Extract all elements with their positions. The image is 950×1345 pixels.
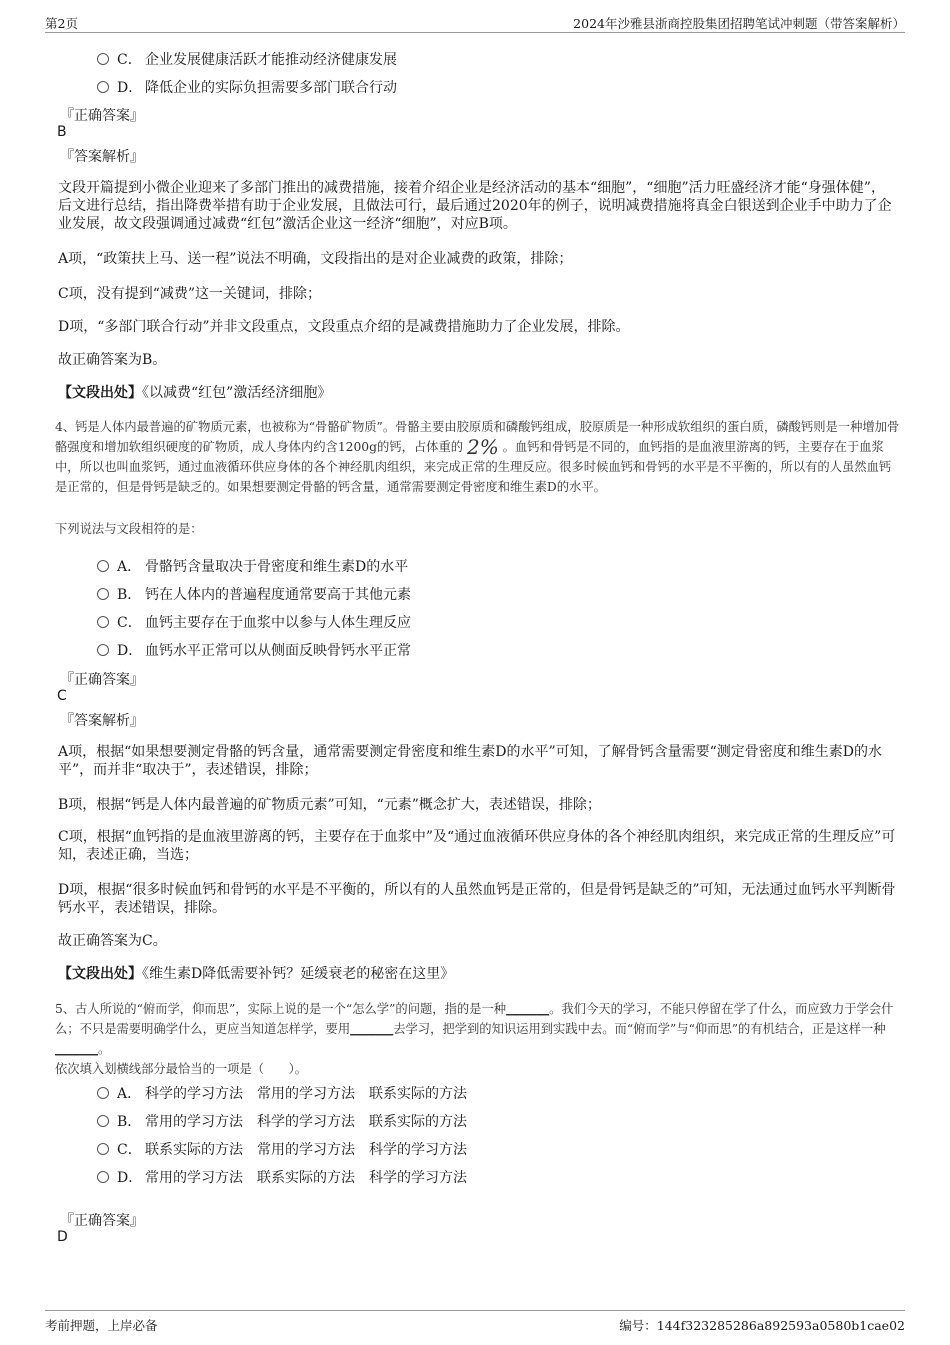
document-id: 编号：144f323285286a892593a0580b1cae02 [619,1318,905,1333]
fill-blank: _______ [506,1002,550,1016]
q3-option-d[interactable]: D． 降低企业的实际负担需要多部门联合行动 [97,77,397,99]
analysis-paragraph: B项，根据“钙是人体内最普遍的矿物质元素”可知，“元素”概念扩大，表述错误，排除； [58,797,601,813]
radio-icon[interactable] [97,1087,109,1099]
answer-value: C [57,688,67,704]
page-number: 第2页 [45,16,78,31]
percent-value: 2% [467,435,499,459]
analysis-label: 『答案解析』 [60,713,144,729]
q5-option-c[interactable]: C． 联系实际的方法 常用的学习方法 科学的学习方法 [97,1139,467,1161]
radio-icon[interactable] [97,644,109,656]
analysis-paragraph: D项，“多部门联合行动”并非文段重点，文段重点介绍的是减费措施助力了企业发展，排除。 [58,319,630,335]
answer-value: B [57,124,67,140]
answer-label: 『正确答案』 [60,672,144,688]
page-header [45,12,905,33]
analysis-paragraph: A项，“政策扶上马、送一程”说法不明确，文段指出的是对企业减费的政策，排除； [58,251,573,267]
question-stem: 5、古人所说的“俯而学，仰而思”，实际上说的是一个“怎么学”的问题，指的是一种_______。我们今天的学习，不能只停留在学了什么，而应致力于学会什么；不只是需要明确学什么，更应当知道怎样学，要用_______去学习，把学到的知识运用到实践中去。而“俯而学”与“仰而思”的有机结合，正是这样一种_______。 [55,1002,894,1056]
answer-label: 『正确答案』 [60,108,144,124]
radio-icon[interactable] [97,1171,109,1183]
q5-option-b[interactable]: B． 常用的学习方法 科学的学习方法 联系实际的方法 [97,1111,467,1133]
source-title: 《以减费“红包”激活经济细胞》 [142,385,332,401]
analysis-label: 『答案解析』 [60,149,144,165]
radio-icon[interactable] [97,1143,109,1155]
q4-option-d[interactable]: D． 血钙水平正常可以从侧面反映骨钙水平正常 [97,640,411,662]
analysis-paragraph: 故正确答案为B。 [58,352,167,368]
source-line [58,384,898,402]
radio-icon[interactable] [97,588,109,600]
question-prompt: 依次填入划横线部分最恰当的一项是（ ）。 [55,1062,308,1076]
radio-icon[interactable] [97,616,109,628]
q5-option-d[interactable]: D． 常用的学习方法 联系实际的方法 科学的学习方法 [97,1167,467,1189]
footer-slogan: 考前押题，上岸必备 [45,1318,158,1333]
source-prefix: 【文段出处】 [58,385,142,401]
q5-option-a[interactable]: A． 科学的学习方法 常用的学习方法 联系实际的方法 [97,1083,467,1105]
fill-blank: _______ [350,1022,394,1036]
answer-label: 『正确答案』 [60,1213,144,1229]
question-stem: 4、钙是人体内最普遍的矿物质元素，也被称为“骨骼矿物质”。骨骼主要由胶原质和磷酸钙组成，胶原质是一种形成软组织的蛋白质，磷酸钙则是一种增加骨骼强度和增加软组织硬度的矿物质，成人身体内约含1200g的钙，占体重的 2% 。血钙和骨钙是不同的，血钙指的是血液里游离的钙，主要存在于血浆中，所以也叫血浆钙，通过血液循环供应身体的各个神经肌肉组织，来完成正常的生理反应。很多时候血钙和骨钙的水平是不平衡的，所以有的人虽然血钙是正常的，但是骨钙是缺乏的。如果想要测定骨骼的钙含量，通常需要测定骨密度和维生素D的水平。 [55,420,900,494]
q4-option-b[interactable]: B． 钙在人体内的普遍程度通常要高于其他元素 [97,584,411,606]
analysis-paragraph: C项，没有提到“减费”这一关键词，排除； [58,286,322,302]
analysis-paragraph: A项，根据“如果想要测定骨骼的钙含量，通常需要测定骨密度和维生素D的水平”可知，了解骨钙含量需要“测定骨密度和维生素D的水平”，而并非“取决于”，表述错误，排除； [58,744,883,778]
analysis-paragraph: D项，根据“很多时候血钙和骨钙的水平是不平衡的，所以有的人虽然血钙是正常的，但是骨钙是缺乏的”可知，无法通过血钙水平判断骨钙水平，表述错误，排除。 [58,882,896,916]
analysis-paragraph: 文段开篇提到小微企业迎来了多部门推出的减费措施，接着介绍企业是经济活动的基本“细胞”，“细胞”活力旺盛经济才能“身强体健”，后文进行总结，指出降费举措有助于企业发展，且做法可行，最后通过2020年的例子，说明减费措施将真金白银送到企业手中助力了企业发展，故文段强调通过减费“红包”激活企业这一经济“细胞”，对应B项。 [58,180,892,232]
q4-option-a[interactable]: A． 骨骼钙含量取决于骨密度和维生素D的水平 [97,556,408,578]
radio-icon[interactable] [97,81,109,93]
document-title: 2024年沙雅县浙商控股集团招聘笔试冲刺题（带答案解析） [573,16,905,31]
radio-icon[interactable] [97,1115,109,1127]
source-title: 《维生素D降低需要补钙？延缓衰老的秘密在这里》 [142,966,455,982]
radio-icon[interactable] [97,53,109,65]
analysis-paragraph: 故正确答案为C。 [58,933,167,949]
q3-option-c[interactable]: C． 企业发展健康活跃才能推动经济健康发展 [97,49,397,71]
radio-icon[interactable] [97,560,109,572]
source-prefix: 【文段出处】 [58,966,142,982]
question-prompt: 下列说法与文段相符的是： [55,522,203,536]
fill-blank: _______ [55,1042,99,1056]
answer-value: D [57,1229,68,1245]
source-line [58,965,898,983]
page-footer [45,1310,905,1335]
analysis-paragraph: C项，根据“血钙指的是血液里游离的钙，主要存在于血浆中”及“通过血液循环供应身体的各个神经肌肉组织，来完成正常的生理反应”可知，表述正确，当选； [58,829,896,863]
q4-option-c[interactable]: C． 血钙主要存在于血浆中以参与人体生理反应 [97,612,411,634]
